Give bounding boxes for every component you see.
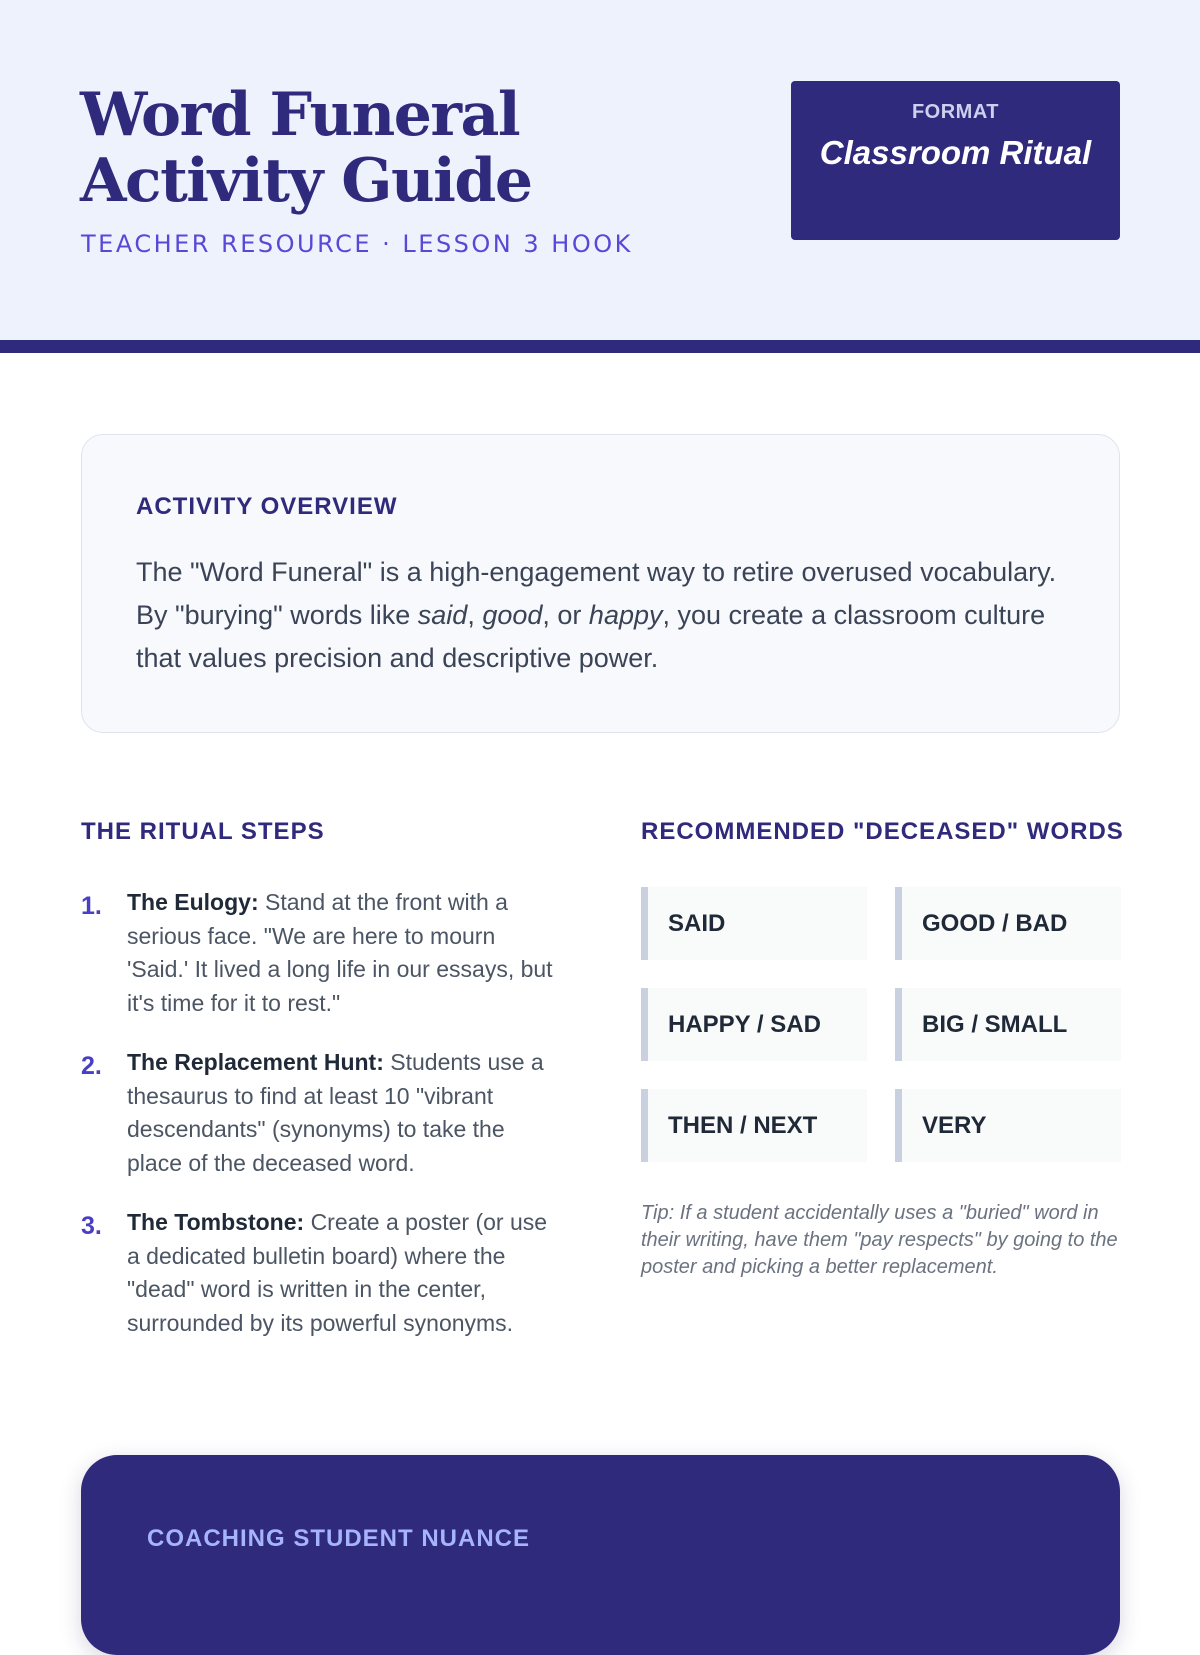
overview-word-happy: happy [588, 600, 663, 630]
overview-word-good: good [482, 600, 543, 630]
step-title: The Replacement Hunt: [127, 1049, 384, 1075]
activity-overview-card [81, 434, 1120, 733]
deceased-words-heading: RECOMMENDED "DECEASED" WORDS [641, 818, 1124, 845]
page-header [0, 0, 1200, 340]
word-card: HAPPY / SAD [641, 988, 867, 1061]
format-badge [791, 81, 1120, 240]
overview-text-start: The "Word Funeral" is a high-engagement way to retire overused vocabulary. By "burying" words like [136, 557, 1057, 630]
page-subtitle: TEACHER RESOURCE · LESSON 3 HOOK [81, 230, 633, 258]
format-value: Classroom Ritual [819, 134, 1092, 171]
ritual-step [81, 1206, 561, 1340]
step-number: 2. [81, 1052, 102, 1080]
header-divider [0, 340, 1200, 353]
step-body [127, 886, 561, 1020]
ritual-step [81, 1046, 561, 1180]
step-number: 3. [81, 1212, 102, 1240]
overview-text-end: , you create a classroom culture that values precision and descriptive power. [136, 600, 1046, 673]
step-text: Students use a thesaurus to find at least 10 "vibrant descendants" (synonyms) to take the place of the deceased word. [127, 1049, 544, 1176]
overview-sep-1: , [467, 600, 483, 630]
step-body [127, 1206, 561, 1340]
step-number: 1. [81, 892, 102, 920]
step-body [127, 1046, 561, 1180]
step-title: The Tombstone: [127, 1209, 305, 1235]
step-title: The Eulogy: [127, 889, 259, 915]
overview-sep-2: , or [542, 600, 589, 630]
ritual-step [81, 886, 561, 1020]
overview-text [136, 551, 1076, 680]
ritual-steps-list [81, 886, 561, 1366]
format-label: FORMAT [911, 101, 1000, 123]
word-card: BIG / SMALL [895, 988, 1121, 1061]
coaching-heading: COACHING STUDENT NUANCE [147, 1525, 530, 1552]
page-title: Word Funeral Activity Guide [80, 80, 532, 216]
step-text: Stand at the front with a serious face. "We are here to mourn 'Said.' It lived a long life in our essays, but it's time for it to rest." [127, 889, 553, 1016]
coaching-panel [81, 1455, 1120, 1655]
tip-text: Tip: If a student accidentally uses a "buried" word in their writing, have them "pay respects" by going to the poster and picking a better replacement. [641, 1202, 1118, 1278]
ritual-steps-heading: THE RITUAL STEPS [81, 818, 325, 845]
word-card: THEN / NEXT [641, 1089, 867, 1162]
word-card: SAID [641, 887, 867, 960]
overview-heading: ACTIVITY OVERVIEW [136, 493, 398, 520]
step-text: Create a poster (or use a dedicated bulletin board) where the "dead" word is written in the center, surrounded by its powerful synonyms. [127, 1209, 548, 1336]
word-card: GOOD / BAD [895, 887, 1121, 960]
overview-word-said: said [417, 600, 468, 630]
deceased-words-grid [641, 887, 1121, 1162]
word-card: VERY [895, 1089, 1121, 1162]
